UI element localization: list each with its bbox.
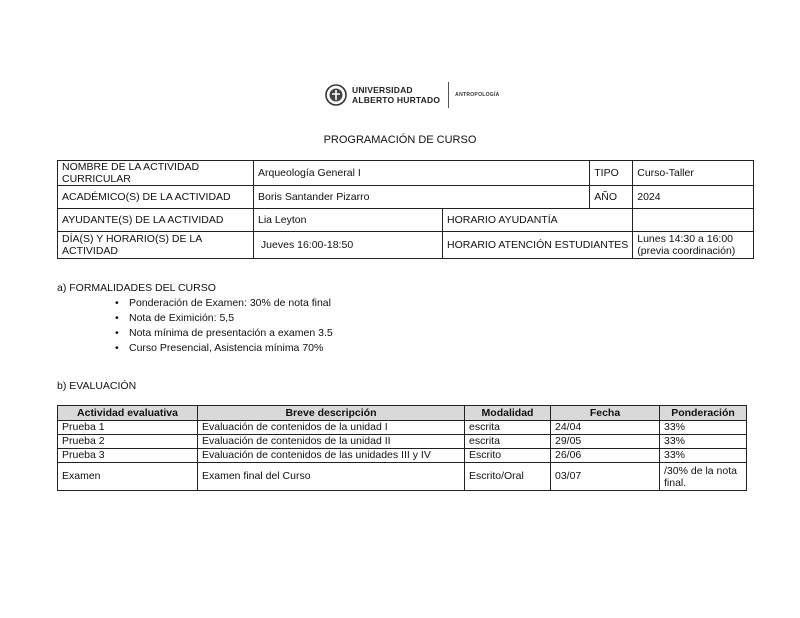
horario-ayudantia-label: HORARIO AYUDANTÍA [443,209,633,232]
atencion-value [633,232,754,259]
university-logo [325,82,500,108]
table-row [58,463,747,491]
table-cell: Escrito/Oral [465,463,551,491]
table-cell: Evaluación de contenidos de la unidad II [198,435,465,449]
table-cell: Escrito [465,449,551,463]
table-header-row [58,406,747,421]
tipo-label: TIPO [590,161,633,186]
atencion-value-line-2: (previa coordinación) [637,245,736,257]
info-row-academico [58,186,754,209]
info-row-ayudante [58,209,754,232]
anio-value: 2024 [633,186,754,209]
table-row [58,435,747,449]
ayudante-value: Lia Leyton [254,209,443,232]
nombre-value: Arqueología General I [254,161,590,186]
document-title: PROGRAMACIÓN DE CURSO [323,134,477,146]
table-cell: Prueba 3 [58,449,198,463]
academico-value: Boris Santander Pizarro [254,186,590,209]
table-cell: /30% de la nota final. [660,463,747,491]
atencion-label: HORARIO ATENCIÓN ESTUDIANTES [443,232,633,259]
logo-line-2: ALBERTO HURTADO [352,95,441,105]
logo-line-1: UNIVERSIDAD [352,85,413,95]
evaluation-table [57,405,747,491]
logo-wordmark [352,85,440,105]
table-row [58,449,747,463]
list-item: • Nota de Eximición: 5,5 [115,311,333,326]
table-cell: Evaluación de contenidos de la unidad I [198,421,465,435]
table-cell: Prueba 1 [58,421,198,435]
table-cell: Evaluación de contenidos de las unidades III y IV [198,449,465,463]
list-item: • Nota mínima de presentación a examen 3.5 [115,326,333,341]
dias-value [254,232,443,259]
course-info-table [57,160,754,259]
table-cell: 33% [660,421,747,435]
dias-value-text: Jueves 16:00-18:50 [260,239,354,251]
info-row-dias [58,232,754,259]
table-cell: Examen final del Curso [198,463,465,491]
table-cell: escrita [465,435,551,449]
table-cell: Examen [58,463,198,491]
column-header: Actividad evaluativa [58,406,198,421]
table-cell: 29/05 [551,435,660,449]
table-cell: 33% [660,449,747,463]
academico-label: ACADÉMICO(S) DE LA ACTIVIDAD [58,186,254,209]
formalidades-list [115,296,333,356]
atencion-value-line-1: Lunes 14:30 a 16:00 [637,233,734,245]
list-item: • Curso Presencial, Asistencia mínima 70% [115,341,333,356]
table-cell: 24/04 [551,421,660,435]
column-header: Modalidad [465,406,551,421]
column-header: Ponderación [660,406,747,421]
list-item: • Ponderación de Examen: 30% de nota final [115,296,333,311]
column-header: Breve descripción [198,406,465,421]
info-row-nombre [58,161,754,186]
university-seal-icon [325,84,347,106]
dias-label: DÍA(S) Y HORARIO(S) DE LA ACTIVIDAD [58,232,254,259]
faculty-name: ANTROPOLOGÍA [455,92,500,98]
horario-ayudantia-value [633,209,754,232]
anio-label: AÑO [590,186,633,209]
table-cell: Prueba 2 [58,435,198,449]
table-cell: 03/07 [551,463,660,491]
table-cell: 33% [660,435,747,449]
evaluacion-heading: b) EVALUACIÓN [57,380,137,392]
table-row [58,421,747,435]
formalidades-heading: a) FORMALIDADES DEL CURSO [57,282,216,294]
table-cell: 26/06 [551,449,660,463]
table-cell: escrita [465,421,551,435]
nombre-label: NOMBRE DE LA ACTIVIDAD CURRICULAR [58,161,254,186]
column-header: Fecha [551,406,660,421]
ayudante-label: AYUDANTE(S) DE LA ACTIVIDAD [58,209,254,232]
tipo-value: Curso-Taller [633,161,754,186]
logo-divider [448,82,449,108]
